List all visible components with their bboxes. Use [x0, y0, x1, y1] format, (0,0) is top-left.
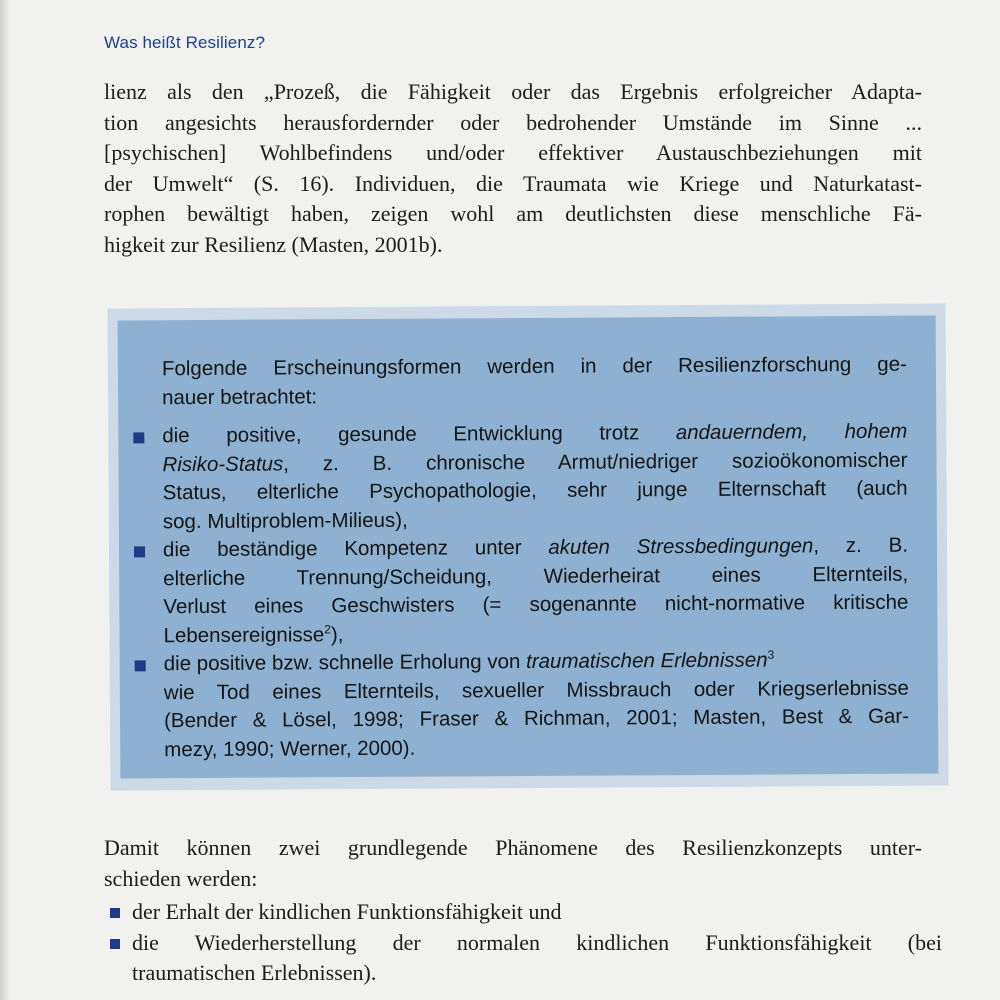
text-line: (Bender & Lösel, 1998; Fraser & Richman, 2001; Masten, Best & Gar- — [163, 704, 910, 733]
text-line: lienz als den „Prozeß, die Fähigkeit oder das Ergebnis erfolgreicher Adapta- — [104, 79, 922, 104]
square-bullet-icon — [135, 660, 146, 671]
text-line: wie Tod eines Elternteils, sexueller Missbrauch oder Kriegserlebnisse — [163, 676, 909, 704]
info-box-intro — [162, 351, 907, 413]
text-line: die Wiederherstellung der normalen kindlichen Funktionsfähigkeit (bei — [132, 929, 942, 955]
intro-paragraph — [104, 77, 922, 260]
text-line: traumatischen Erlebnissen). — [132, 960, 377, 985]
list-item — [162, 418, 908, 537]
text-line: Verlust eines Geschwisters (= sogenannte nicht-normative kritische — [163, 590, 909, 619]
text-line: elterliche Trennung/Scheidung, Wiederheirat eines Elternteils, — [163, 562, 909, 590]
text-line: schieden werden: — [104, 865, 258, 891]
text-line: higkeit zur Resilienz (Masten, 2001b). — [104, 231, 443, 257]
text-line: Status, elterliche Psychopathologie, sehr junge Elternschaft (auch — [162, 476, 908, 505]
info-box-text — [162, 351, 909, 765]
text-line: Risiko-Status, z. B. chronische Armut/niedriger sozioökonomischer — [162, 448, 908, 476]
footnote-ref: 3 — [767, 647, 775, 662]
square-bullet-icon — [134, 546, 145, 557]
text-line: Lebensereignisse$^2$), — [163, 621, 344, 647]
text-line: tion angesichts herausfordernder oder bedrohender Umstände im Sinne ... — [104, 109, 922, 135]
text-line: rophen bewältigt haben, zeigen wohl am deutlichsten diese menschliche Fä- — [104, 201, 922, 226]
page-edge-shadow — [0, 0, 10, 1000]
square-bullet-icon — [110, 908, 120, 918]
text-line: sog. Multiproblem-Milieus), — [162, 508, 408, 533]
list-item — [164, 646, 910, 765]
outro-list — [132, 897, 942, 989]
text-line: die positive, gesunde Entwicklung trotz andauerndem, hohem — [162, 419, 908, 448]
running-header: Was heißt Resilienz? — [104, 33, 266, 52]
footnote-ref: 2 — [324, 621, 331, 636]
square-bullet-icon — [133, 432, 144, 443]
text-line: die positive bzw. schnelle Erholung von traumatischen Erlebnissen$^3$ — [163, 647, 775, 676]
text-line: der Umwelt“ (S. 16). Individuen, die Traumata wie Kriege und Naturkatast- — [104, 170, 922, 196]
text-line: [psychischen] Wohlbefindens und/oder effektiver Austauschbeziehungen mit — [104, 140, 922, 165]
text-line: mezy, 1990; Werner, 2000). — [164, 736, 416, 761]
text-line: die beständige Kompetenz unter akuten Stressbedingungen, z. B. — [162, 533, 909, 562]
text-line: nauer betrachtet: — [162, 384, 318, 409]
text-line: Damit können zwei grundlegende Phänomene des Resilienzkonzepts unter- — [104, 835, 922, 860]
text-line: der Erhalt der kindlichen Funktionsfähigkeit und — [132, 899, 562, 924]
info-box — [108, 303, 949, 790]
list-item — [163, 532, 909, 651]
outro-paragraph — [104, 833, 922, 894]
list-item — [132, 928, 942, 989]
info-box-inner — [118, 316, 939, 779]
square-bullet-icon — [110, 939, 120, 949]
text-line: Folgende Erscheinungsformen werden in der Resilienzforschung ge- — [161, 352, 907, 381]
list-item — [132, 897, 942, 928]
